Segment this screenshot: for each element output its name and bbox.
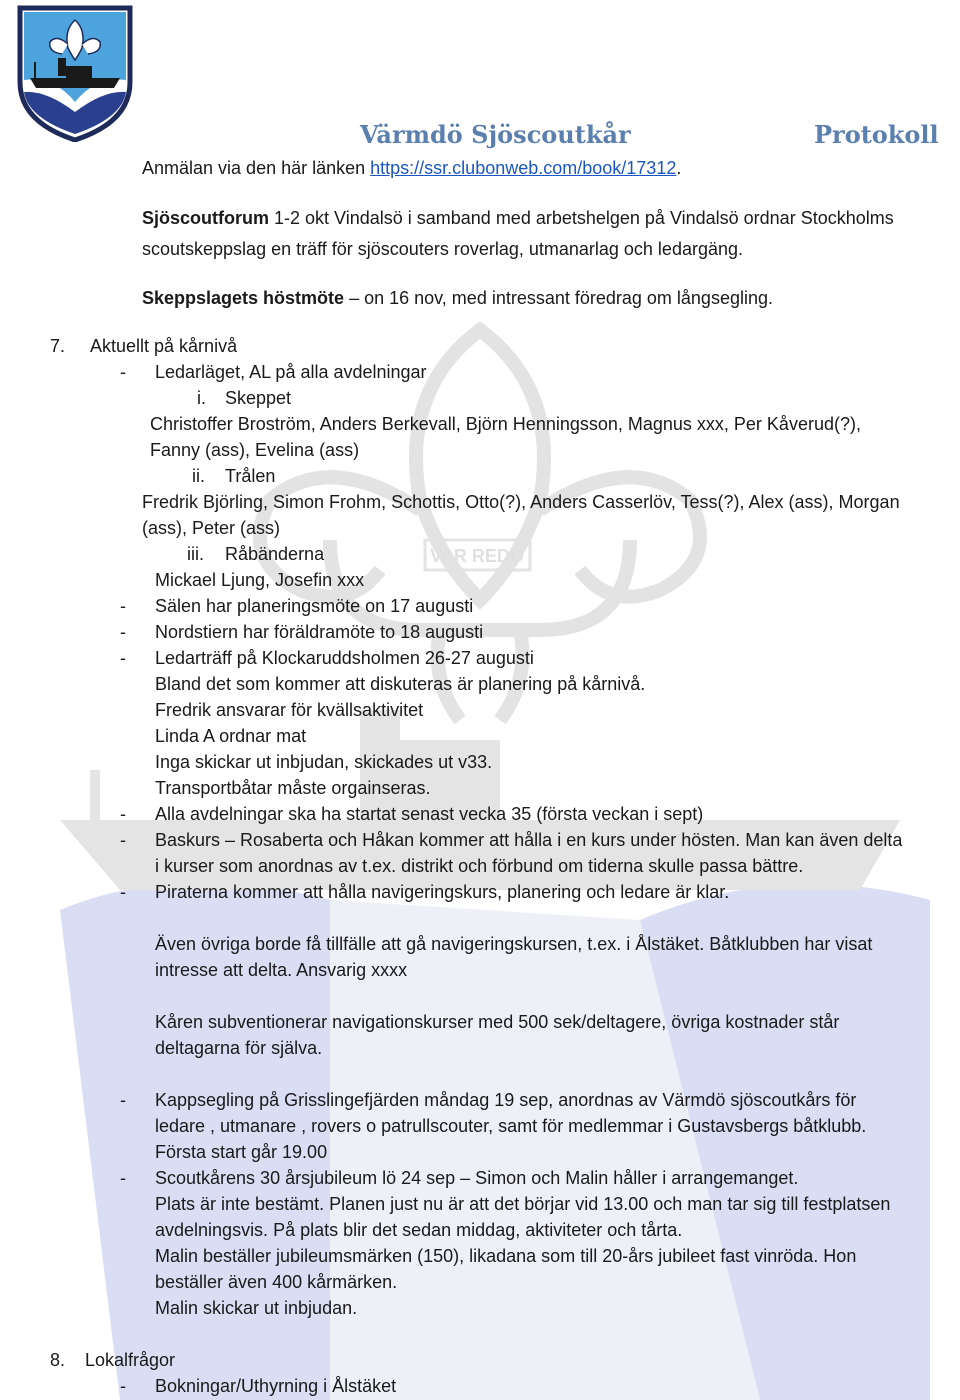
- skeppet-number: i.: [197, 388, 206, 408]
- tralen-names-2: (ass), Peter (ass): [142, 518, 281, 538]
- registration-link[interactable]: https://ssr.clubonweb.com/book/17312: [370, 158, 677, 178]
- section-7-number: 7.: [50, 336, 66, 356]
- forum-line-1: [142, 205, 894, 231]
- jubileum-line-4: Malin beställer jubileumsmärken (150), likadana som till 20-års jubileet fast vinröda. Hon: [155, 1246, 857, 1266]
- ledartraff-detail-1: Bland det som kommer att diskuteras är planering på kårnivå.: [155, 674, 646, 694]
- tralen-names-1: Fredrik Björling, Simon Frohm, Schottis, Otto(?), Anders Casserlöv, Tess(?), Alex (ass), Morgan: [142, 492, 900, 512]
- karen-line-2: deltagarna för själva.: [155, 1038, 323, 1058]
- bullet-dash: -: [120, 882, 126, 902]
- skeppet-names-1: Christoffer Broström, Anders Berkevall, Björn Henningsson, Magnus xxx, Per Kåverud(?),: [150, 414, 861, 434]
- ledartraff-detail-2: Fredrik ansvarar för kvällsaktivitet: [155, 700, 424, 720]
- jubileum-line-5: beställer även 400 kårmärken.: [155, 1272, 398, 1292]
- raband-heading: Råbänderna: [225, 544, 325, 564]
- ovriga-line-2: intresse att delta. Ansvarig xxxx: [155, 960, 408, 980]
- bullet-dash: -: [120, 648, 126, 668]
- registration-text: Anmälan via den här länken: [142, 158, 371, 178]
- bullet-dash: -: [120, 596, 126, 616]
- section-7-title: Aktuellt på kårnivå: [90, 336, 238, 356]
- karen-line-1: Kåren subventionerar navigationskurser med 500 sek/deltagere, övriga kostnader står: [155, 1012, 840, 1032]
- raband-number: iii.: [187, 544, 204, 564]
- tralen-number: ii.: [192, 466, 205, 486]
- jubileum-line-2: Plats är inte bestämt. Planen just nu är att det börjar vid 13.00 och man tar sig till festplatsen: [155, 1194, 891, 1214]
- raband-names: Mickael Ljung, Josefin xxx: [155, 570, 365, 590]
- bullet-dash: -: [120, 1168, 126, 1188]
- avdelningar-item: Alla avdelningar ska ha startat senast vecka 35 (första veckan i sept): [155, 804, 704, 824]
- kappsegling-line-1: Kappsegling på Grisslingefjärden måndag 19 sep, anordnas av Värmdö sjöscoutkårs för: [155, 1090, 857, 1110]
- ledarlaget-item: Ledarläget, AL på alla avdelningar: [155, 362, 427, 382]
- ovriga-line-1: Även övriga borde få tillfälle att gå navigeringskursen, t.ex. i Ålstäket. Båtklubben har visat: [155, 934, 873, 954]
- bullet-dash: -: [120, 804, 126, 824]
- registration-suffix: .: [676, 158, 682, 178]
- piraterna-item: Piraterna kommer att hålla navigeringskurs, planering och ledare är klar.: [155, 882, 730, 902]
- ledartraff-item: Ledarträff på Klockaruddsholmen 26-27 augusti: [155, 648, 534, 668]
- kappsegling-line-3: Första start går 19.00: [155, 1142, 328, 1162]
- section-8-title: Lokalfrågor: [85, 1350, 176, 1370]
- svg-text:VAR REDO: VAR REDO: [430, 546, 524, 566]
- ledartraff-detail-3: Linda A ordnar mat: [155, 726, 307, 746]
- forum-heading: Sjöscoutforum: [142, 208, 270, 228]
- baskurs-item-2: i kurser som anordnas av t.ex. distrikt och förbund om tiderna skulle passa bättre.: [155, 856, 804, 876]
- org-name-header: Värmdö Sjöscoutkår: [360, 120, 631, 149]
- skeppet-names-2: Fanny (ass), Evelina (ass): [150, 440, 360, 460]
- jubileum-line-1: Scoutkårens 30 årsjubileum lö 24 sep – Simon och Malin håller i arrangemanget.: [155, 1168, 799, 1188]
- bullet-dash: -: [120, 1090, 126, 1110]
- registration-line: [142, 155, 681, 181]
- bullet-dash: -: [120, 622, 126, 642]
- section-8-number: 8.: [50, 1350, 66, 1370]
- hostmote-text: – on 16 nov, med intressant föredrag om långsegling.: [344, 288, 773, 308]
- hostmote-heading: Skeppslagets höstmöte: [142, 288, 345, 308]
- skeppet-heading: Skeppet: [225, 388, 292, 408]
- baskurs-item-1: Baskurs – Rosaberta och Håkan kommer att hålla i en kurs under hösten. Man kan även delta: [155, 830, 903, 850]
- ledartraff-detail-5: Transportbåtar måste orgainseras.: [155, 778, 431, 798]
- hostmote-line: [142, 285, 773, 311]
- bullet-dash: -: [120, 362, 126, 382]
- nordstiern-item: Nordstiern har föräldramöte to 18 augusti: [155, 622, 484, 642]
- jubileum-line-6: Malin skickar ut inbjudan.: [155, 1298, 358, 1318]
- forum-line-2: scoutskeppslag en träff för sjöscouters roverlag, utmanarlag och ledargäng.: [142, 239, 744, 259]
- jubileum-line-3: avdelningsvis. På plats blir det sedan middag, aktiviteter och tårta.: [155, 1220, 683, 1240]
- bullet-dash: -: [120, 1376, 126, 1396]
- forum-text-1: 1-2 okt Vindalsö i samband med arbetshelgen på Vindalsö ordnar Stockholms: [269, 208, 894, 228]
- ledartraff-detail-4: Inga skickar ut inbjudan, skickades ut v33.: [155, 752, 493, 772]
- document-type-header: Protokoll: [814, 120, 939, 149]
- tralen-heading: Trålen: [225, 466, 276, 486]
- kappsegling-line-2: ledare , utmanare , rovers o patrullscouter, samt för medlemmar i Gustavsbergs båtklubb.: [155, 1116, 867, 1136]
- bokningar-item: Bokningar/Uthyrning i Ålstäket: [155, 1376, 397, 1396]
- bullet-dash: -: [120, 830, 126, 850]
- salen-item: Sälen har planeringsmöte on 17 augusti: [155, 596, 474, 616]
